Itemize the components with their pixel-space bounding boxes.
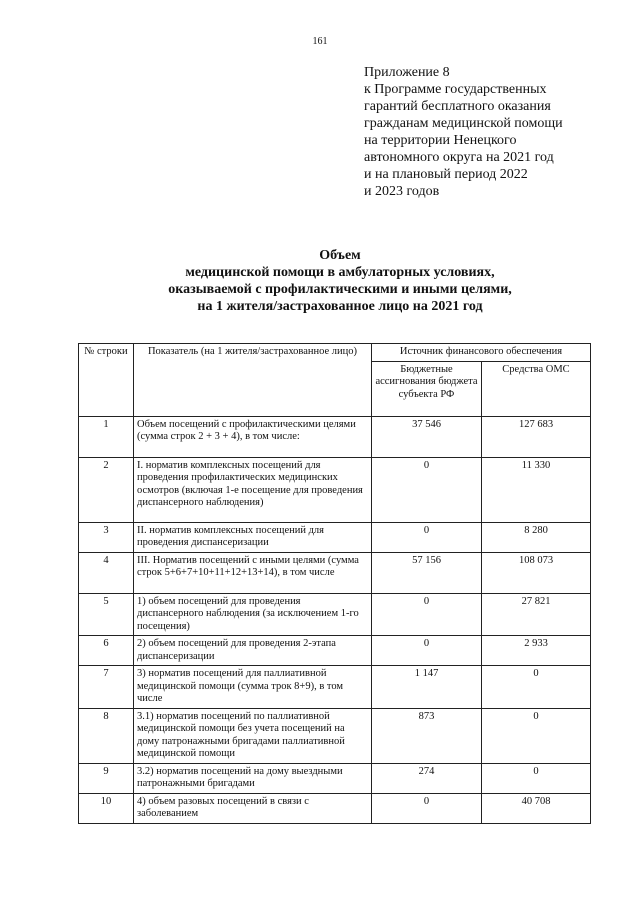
table-row: [79, 666, 591, 709]
row-oms-value: 40 708: [482, 793, 591, 823]
row-oms-value: 27 821: [482, 593, 591, 636]
row-number: 5: [79, 593, 134, 636]
row-oms-value: 8 280: [482, 522, 591, 552]
title-line: медицинской помощи в амбулаторных условиях,: [185, 265, 495, 280]
appendix-line: Приложение 8: [364, 65, 450, 80]
header-funding-source: Источник финансового обеспечения: [372, 344, 591, 362]
row-budget-value: 0: [372, 593, 482, 636]
row-number: 7: [79, 666, 134, 709]
row-indicator: Объем посещений с профилактическими целями (сумма строк 2 + 3 + 4), в том числе:: [134, 416, 372, 457]
row-budget-value: 0: [372, 522, 482, 552]
row-indicator: II. норматив комплексных посещений для проведения диспансеризации: [134, 522, 372, 552]
title-line: оказываемой с профилактическими и иными целями,: [168, 282, 512, 297]
appendix-block: [364, 64, 604, 200]
row-number: 2: [79, 457, 134, 522]
row-budget-value: 1 147: [372, 666, 482, 709]
appendix-line: и 2023 годов: [364, 184, 440, 199]
header-budget: Бюджетные ассигнования бюджета субъекта РФ: [372, 361, 482, 416]
row-budget-value: 0: [372, 457, 482, 522]
header-indicator: Показатель (на 1 жителя/застрахованное лицо): [134, 344, 372, 417]
row-number: 8: [79, 708, 134, 763]
row-indicator: 1) объем посещений для проведения диспансерного наблюдения (за исключением 1-го посещения): [134, 593, 372, 636]
row-indicator: 3.2) норматив посещений на дому выездными патронажными бригадами: [134, 763, 372, 793]
row-oms-value: 0: [482, 763, 591, 793]
row-number: 10: [79, 793, 134, 823]
row-budget-value: 0: [372, 793, 482, 823]
table-row: [79, 593, 591, 636]
row-budget-value: 873: [372, 708, 482, 763]
row-budget-value: 0: [372, 636, 482, 666]
page-number: 161: [312, 36, 328, 47]
row-oms-value: 0: [482, 666, 591, 709]
table-row: [79, 636, 591, 666]
table-row: [79, 763, 591, 793]
appendix-line: гарантий бесплатного оказания: [364, 99, 551, 114]
appendix-line: к Программе государственных: [364, 82, 547, 97]
header-oms: Средства ОМС: [482, 361, 591, 416]
row-indicator: 3.1) норматив посещений по паллиативной медицинской помощи без учета посещений на дому патронажными бригадами паллиативной медицинской помощи: [134, 708, 372, 763]
row-budget-value: 57 156: [372, 552, 482, 593]
row-number: 4: [79, 552, 134, 593]
title-line: Объем: [319, 248, 361, 263]
row-oms-value: 0: [482, 708, 591, 763]
row-indicator: 2) объем посещений для проведения 2-этапа диспансеризации: [134, 636, 372, 666]
row-indicator: I. норматив комплексных посещений для проведения профилактических медицинских осмотров (включая 1-е посещение для проведения диспансерного наблюдения): [134, 457, 372, 522]
table-row: [79, 416, 591, 457]
row-budget-value: 37 546: [372, 416, 482, 457]
row-number: 9: [79, 763, 134, 793]
table-row: [79, 522, 591, 552]
appendix-line: гражданам медицинской помощи: [364, 116, 563, 131]
row-indicator: 4) объем разовых посещений в связи с заболеванием: [134, 793, 372, 823]
table-row: [79, 552, 591, 593]
appendix-line: на территории Ненецкого: [364, 133, 517, 148]
row-oms-value: 108 073: [482, 552, 591, 593]
header-row-number: № строки: [79, 344, 134, 417]
appendix-line: автономного округа на 2021 год: [364, 150, 554, 165]
table-row: [79, 793, 591, 823]
row-indicator: III. Норматив посещений с иными целями (сумма строк 5+6+7+10+11+12+13+14), в том числе: [134, 552, 372, 593]
table-row: [79, 457, 591, 522]
row-oms-value: 2 933: [482, 636, 591, 666]
volume-table: [78, 343, 591, 824]
row-indicator: 3) норматив посещений для паллиативной медицинской помощи (сумма трок 8+9), в том числе: [134, 666, 372, 709]
appendix-line: и на плановый период 2022: [364, 167, 528, 182]
row-oms-value: 127 683: [482, 416, 591, 457]
table-row: [79, 708, 591, 763]
document-title: [90, 247, 590, 315]
row-number: 3: [79, 522, 134, 552]
row-oms-value: 11 330: [482, 457, 591, 522]
row-budget-value: 274: [372, 763, 482, 793]
row-number: 6: [79, 636, 134, 666]
title-line: на 1 жителя/застрахованное лицо на 2021 год: [197, 299, 483, 314]
row-number: 1: [79, 416, 134, 457]
